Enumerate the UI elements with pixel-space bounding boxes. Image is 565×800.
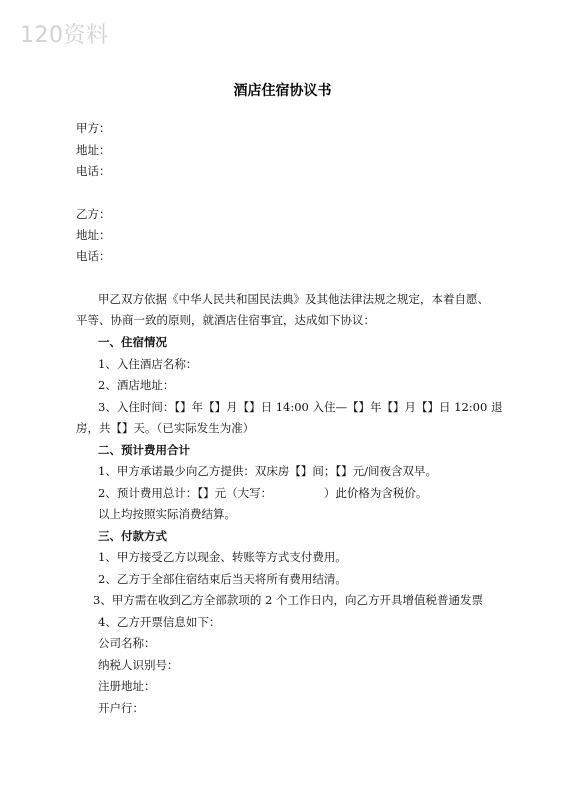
payment-deadline-text: 2、乙方于全部住宿结束后当天将所有费用结清。 xyxy=(98,572,347,586)
estimated-total-text: 2、预计费用总计：【】元（大写： ）此价格为含税价。 xyxy=(98,486,428,500)
section-heading-payment: 三、付款方式 xyxy=(98,529,167,543)
payment-method-text: 1、甲方接受乙方以现金、转账等方式支付费用。 xyxy=(98,550,347,564)
company-name-label: 公司名称： xyxy=(98,636,156,650)
tax-id-label: 纳税人识别号： xyxy=(98,658,179,672)
watermark-logo: 120资料 xyxy=(20,23,109,48)
hotel-name-label: 1、入住酒店名称： xyxy=(98,357,198,371)
party-a-label: 甲方： xyxy=(76,121,111,135)
party-b-address-label: 地址： xyxy=(76,228,111,242)
invoice-issue-text: 3、甲方需在收到乙方全部款项的 2 个工作日内，向乙方开具增值税普通发票 xyxy=(93,593,483,607)
invoice-info-heading: 4、乙方开票信息如下： xyxy=(98,615,221,629)
section-heading-fees: 二、预计费用合计 xyxy=(98,443,190,457)
party-b-label: 乙方： xyxy=(76,207,111,221)
stay-period-line2: 房，共【】天。（已实际发生为准） xyxy=(76,421,255,435)
settlement-note: 以上均按照实际消费结算。 xyxy=(98,507,236,521)
bank-label: 开户行： xyxy=(98,701,144,715)
party-a-address-label: 地址： xyxy=(76,143,111,157)
section-heading-accommodation: 一、住宿情况 xyxy=(98,335,167,349)
intro-paragraph-line2: 平等、协商一致的原则，就酒店住宿事宜，达成如下协议： xyxy=(76,313,375,327)
document-title: 酒店住宿协议书 xyxy=(233,83,332,99)
party-b-phone-label: 电话： xyxy=(76,249,111,263)
registered-address-label: 注册地址： xyxy=(98,679,156,693)
room-commitment-text: 1、甲方承诺最少向乙方提供：双床房【】间；【】元/间夜含双早。 xyxy=(98,464,437,478)
hotel-address-label: 2、酒店地址： xyxy=(98,378,175,392)
stay-period-line1: 3、入住时间：【】年【】月【】日 14:00 入住—【】年【】月【】日 12:00 退 xyxy=(98,400,503,414)
party-a-phone-label: 电话： xyxy=(76,164,111,178)
intro-paragraph-line1: 甲乙双方依据《中华人民共和国民法典》及其他法律法规之规定，本着自愿、 xyxy=(98,292,489,306)
